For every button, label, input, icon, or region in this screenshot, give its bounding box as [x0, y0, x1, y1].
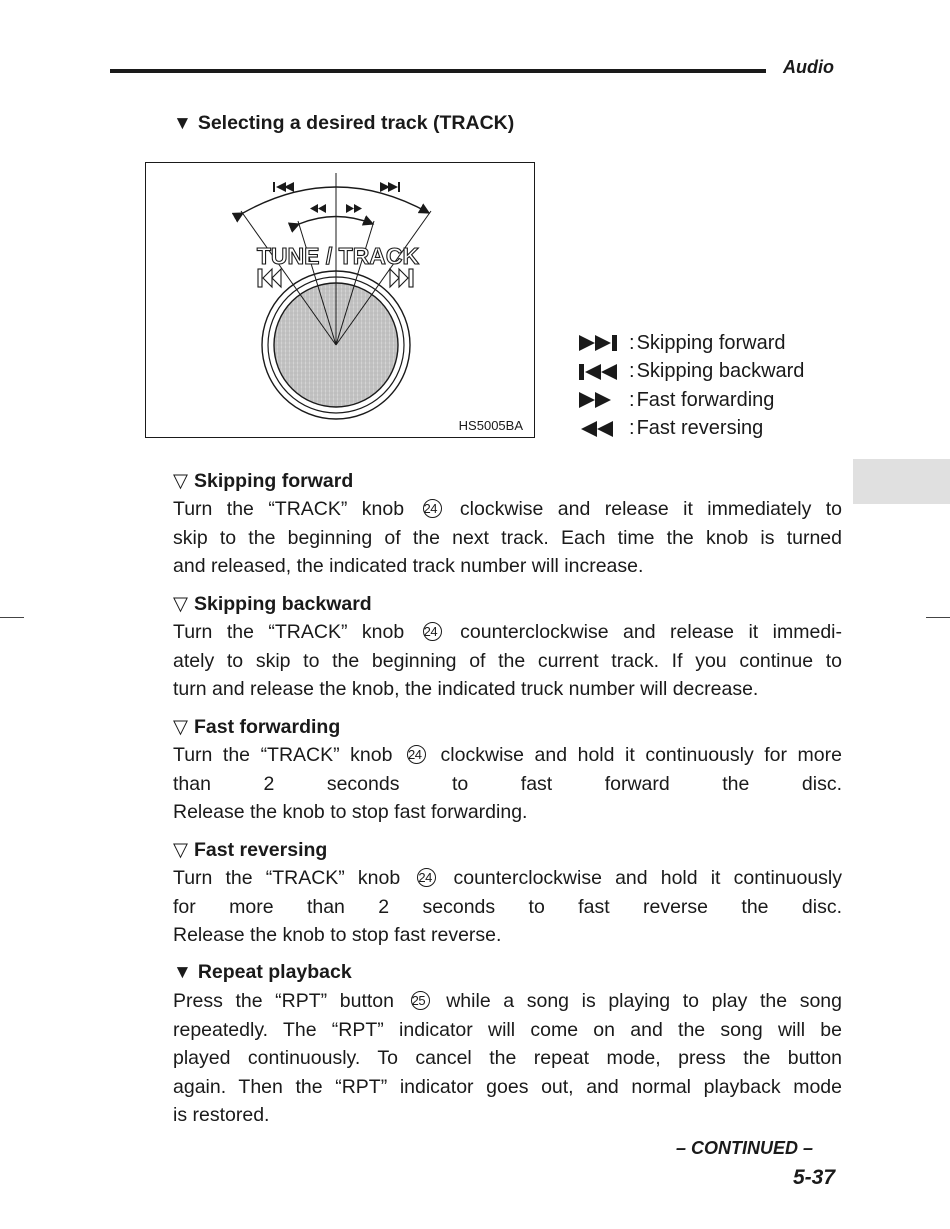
text-line: [173, 524, 842, 553]
text-line: [173, 1016, 842, 1045]
subsection-title: Fast forwarding: [194, 716, 341, 738]
subsection-paragraph: [173, 864, 842, 950]
knob-label: TUNE / TRACK: [256, 243, 420, 269]
filled-triangle-icon: ▼: [173, 113, 192, 134]
text-run: for more than 2 seconds to fast reverse the disc.: [173, 895, 842, 918]
text-line: [173, 1044, 842, 1073]
text-line: [173, 893, 842, 922]
text-line: [173, 647, 842, 676]
subsection-paragraph: [173, 618, 842, 704]
text-run: while a song is playing to play the song: [433, 990, 842, 1012]
crop-mark-right: [926, 617, 950, 618]
section-heading-track: [173, 112, 514, 135]
legend-row: [579, 329, 804, 358]
outline-triangle-icon: ▽: [173, 839, 188, 861]
crop-mark-left: [0, 617, 24, 618]
text-run: repeatedly. The “RPT” indicator will come on and the song will be: [173, 1018, 842, 1041]
callout-number: 24: [417, 868, 436, 887]
outline-triangle-icon: ▽: [173, 716, 188, 738]
figure-code: HS5005BA: [458, 418, 523, 433]
outline-triangle-icon: ▽: [173, 470, 188, 492]
text-run: is restored.: [173, 1104, 270, 1126]
fast-reverse-icon: [579, 419, 629, 439]
text-line: [173, 770, 842, 799]
subsection-title: Skipping forward: [194, 470, 354, 492]
subsection-title: Skipping backward: [194, 593, 372, 615]
text-run: turn and release the knob, the indicated truck number will decrease.: [173, 678, 759, 700]
knob-illustration: [145, 162, 535, 438]
subsection-heading: [173, 715, 340, 739]
text-run: counterclockwise and release it immedi-: [445, 621, 842, 643]
subsection-heading: [173, 469, 353, 493]
text-run: clockwise and hold it continuously for more: [430, 744, 842, 766]
subsection-heading: [173, 592, 372, 616]
text-run: again. Then the “RPT” indicator goes out, and normal playback mode: [173, 1075, 842, 1098]
text-run: Release the knob to stop fast forwarding.: [173, 801, 528, 823]
text-run: Press the “RPT” button: [173, 990, 407, 1012]
text-line: [173, 618, 842, 647]
legend-row: [579, 415, 804, 444]
legend-text: Skipping backward: [636, 360, 805, 383]
text-line: [173, 1073, 842, 1102]
subsection-paragraph: [173, 741, 842, 827]
legend-text: Skipping forward: [636, 331, 786, 354]
text-line: [173, 864, 842, 893]
legend-colon: :: [629, 417, 635, 440]
legend-colon: :: [629, 331, 635, 354]
skip-backward-icon: [579, 362, 629, 382]
subsection-paragraph: [173, 495, 842, 581]
text-run: ately to skip to the beginning of the current track. If you continue to: [173, 649, 842, 672]
text-line: [173, 1101, 842, 1130]
callout-number: 24: [423, 622, 442, 641]
repeat-paragraph: [173, 987, 842, 1130]
text-run: Release the knob to stop fast reverse.: [173, 924, 502, 946]
header-rule: [110, 69, 766, 73]
text-run: than 2 seconds to fast forward the disc.: [173, 772, 842, 795]
legend-text: Fast reversing: [636, 417, 764, 440]
section-heading-repeat: [173, 961, 352, 984]
section-title: Repeat playback: [197, 961, 352, 983]
legend-row: [579, 358, 804, 387]
text-run: Turn the “TRACK” knob: [173, 867, 414, 889]
legend-colon: :: [629, 388, 635, 411]
text-run: skip to the beginning of the next track. Each time the knob is turned: [173, 526, 842, 549]
section-title: Selecting a desired track (TRACK): [197, 112, 515, 134]
subsection-heading: [173, 838, 327, 862]
symbol-legend: [579, 329, 804, 443]
subsection-title: Fast reversing: [194, 839, 328, 861]
text-line: [173, 741, 842, 770]
fast-forward-icon: [579, 390, 629, 410]
legend-text: Fast forwarding: [636, 388, 775, 411]
outline-triangle-icon: ▽: [173, 593, 188, 615]
text-run: clockwise and release it immediately to: [445, 498, 842, 520]
text-run: Turn the “TRACK” knob: [173, 621, 419, 643]
filled-triangle-icon: ▼: [173, 962, 192, 983]
text-line: [173, 552, 842, 581]
continued-note: – CONTINUED –: [676, 1138, 814, 1158]
text-run: played continuously. To cancel the repeat mode, press the button: [173, 1047, 842, 1069]
legend-colon: :: [629, 360, 635, 383]
section-label: Audio: [783, 57, 834, 77]
chapter-tab: [853, 459, 950, 504]
tune-track-knob-diagram: [146, 163, 534, 437]
callout-number: 25: [411, 991, 430, 1010]
text-run: counterclockwise and hold it continuously: [440, 867, 842, 889]
legend-row: [579, 386, 804, 415]
text-run: and released, the indicated track number will increase.: [173, 555, 644, 577]
page-number: 5-37: [793, 1166, 836, 1189]
text-line: [173, 921, 842, 950]
text-line: [173, 987, 842, 1016]
skip-forward-icon: [579, 333, 629, 353]
text-line: [173, 675, 842, 704]
text-run: Turn the “TRACK” knob: [173, 744, 404, 766]
text-run: Turn the “TRACK” knob: [173, 498, 419, 520]
callout-number: 24: [423, 499, 442, 518]
text-line: [173, 798, 842, 827]
text-line: [173, 495, 842, 524]
callout-number: 24: [407, 745, 426, 764]
